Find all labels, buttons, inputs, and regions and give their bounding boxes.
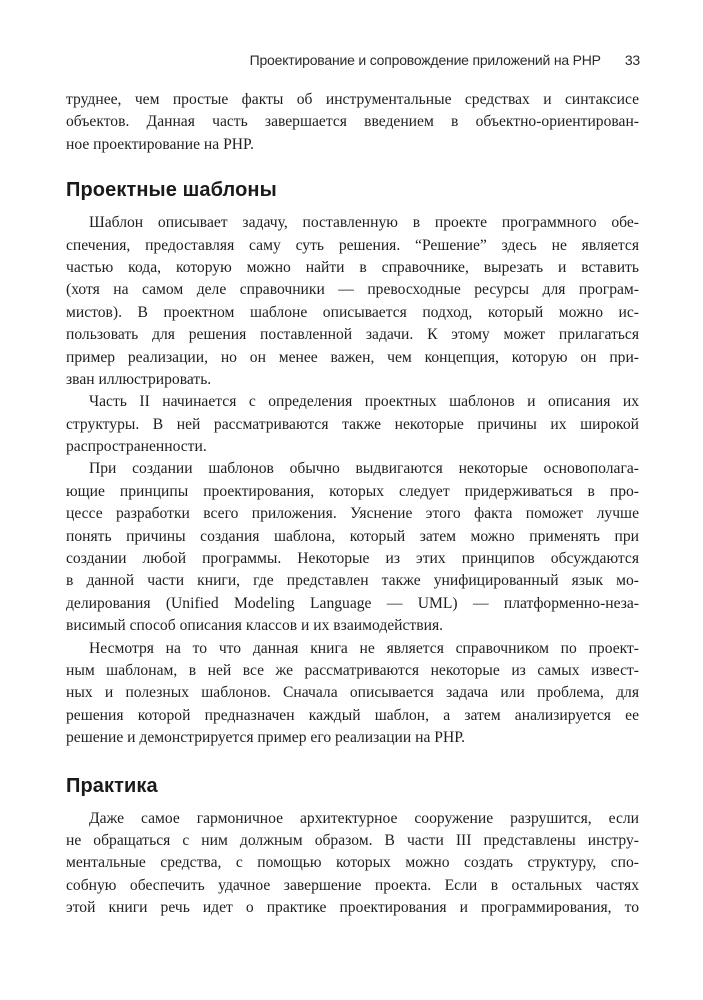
paragraph (66, 391, 639, 458)
text-line: распространенности. (66, 438, 207, 456)
text-line: труднее, чем простые факты об инструментальные средствах и синтаксисе (66, 91, 639, 108)
text-line: цессе разработки всего приложения. Уяснение этого факта поможет лучше (66, 505, 639, 523)
text-line: Даже самое гармоничное архитектурное сооружение разрушится, если (89, 809, 639, 827)
text-line: в данной части книги, где представлен также унифицированный язык мо- (66, 572, 639, 590)
text-line: создании любой программы. Некоторые из этих принципов обсуждаются (66, 550, 639, 568)
text-line: ное проектирование на PHP. (66, 135, 254, 153)
text-line: При создании шаблонов обычно выдвигаются некоторые основополага- (89, 460, 639, 478)
page-number: 33 (624, 52, 640, 68)
page-content (66, 89, 639, 920)
text-line: Несмотря на то что данная книга не является справочником по проект- (89, 639, 639, 657)
text-line: зван иллюстрировать. (66, 370, 212, 388)
paragraph (66, 638, 639, 750)
text-line: висимый способ описания классов и их взаимодействия. (66, 617, 444, 635)
text-line: этой книги речь идет о практике проектирования и программирования, то (66, 899, 639, 917)
text-line: пример реализации, но он менее важен, чем концепция, которую он при- (66, 348, 639, 366)
text-line: Шаблон описывает задачу, поставленную в проекте программного обе- (89, 214, 639, 232)
text-line: мистов). В проектном шаблоне описывается подход, который можно ис- (66, 303, 639, 321)
text-line: делирования (Unified Modeling Language — UML) — платформенно-неза- (66, 594, 639, 612)
intro-paragraph (66, 89, 639, 156)
text-line: (хотя на самом деле справочники — превосходные ресурсы для програм- (66, 281, 639, 299)
text-line: объектов. Данная часть завершается введением в объектно-ориентирован- (66, 113, 639, 131)
text-line: решения которой предназначен каждый шаблон, а затем анализируется ее (66, 706, 639, 724)
text-line: собную обеспечить удачное завершение проекта. Если в остальных частях (66, 876, 639, 894)
text-line: Часть II начинается с определения проектных шаблонов и описания их (89, 393, 639, 411)
text-line: частью кода, которую можно найти в справочнике, вырезать и вставить (66, 258, 639, 276)
text-line: ных и полезных шаблонов. Сначала описывается задача или проблема, для (66, 684, 639, 702)
text-line: решение и демонстрируется пример его реализации на PHP. (66, 729, 466, 747)
text-line: ным шаблонам, в ней все же рассматриваются некоторые из самых извест- (66, 661, 639, 679)
text-line: понять причины создания шаблона, который затем можно применять при (66, 527, 639, 545)
section-heading-design-patterns: Проектные шаблоны (66, 179, 277, 202)
text-line: ющие принципы проектирования, которых следует придерживаться в про- (66, 482, 639, 500)
text-line: пользовать для решения поставленной задачи. К этому может прилагаться (66, 326, 639, 344)
text-line: ментальные средства, с помощью которых можно создать структуру, спо- (66, 854, 639, 872)
paragraph (66, 458, 639, 637)
paragraph (66, 212, 639, 391)
section-heading-practice: Практика (66, 774, 158, 797)
running-head (66, 52, 640, 72)
text-line: структуры. В ней рассматриваются также некоторые причины их широкой (66, 415, 639, 433)
paragraph (66, 808, 639, 920)
text-line: не обращаться с ним должным образом. В части III представлены инстру- (66, 831, 639, 849)
text-line: спечения, предоставляя саму суть решения. “Решение” здесь не является (66, 236, 639, 254)
running-head-title: Проектирование и сопровождение приложений на PHP (249, 52, 601, 68)
